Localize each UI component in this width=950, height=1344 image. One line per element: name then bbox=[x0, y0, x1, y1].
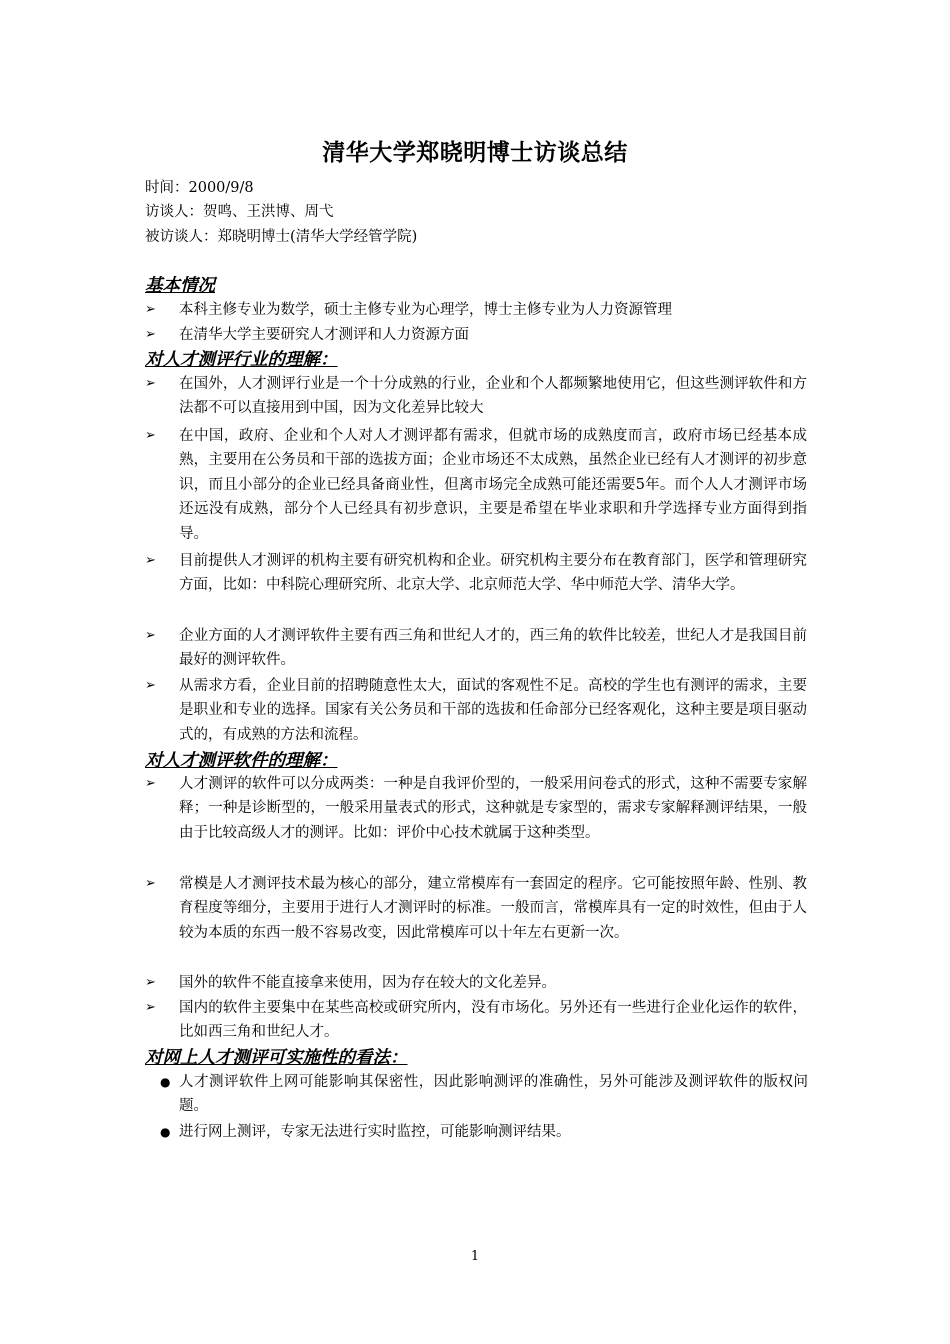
arrowhead-bullet-icon: ➢ bbox=[145, 628, 156, 643]
arrowhead-bullet-icon: ➢ bbox=[145, 376, 156, 391]
filled-circle-bullet-icon: ● bbox=[160, 1075, 171, 1089]
section-heading-software: 对人才测评软件的理解： bbox=[145, 750, 338, 770]
meta-interviewee: 被访谈人：郑晓明博士(清华大学经管学院) bbox=[145, 229, 418, 245]
section-heading-industry: 对人才测评行业的理解： bbox=[145, 349, 338, 369]
list-item: ➢ 国内的软件主要集中在某些高校或研究所内，没有市场化。另外还有一些进行企业化运作的软件，比如西三角和世纪人才。 bbox=[145, 996, 807, 1045]
page-number: 1 bbox=[470, 1249, 480, 1264]
arrowhead-bullet-icon: ➢ bbox=[145, 428, 156, 443]
list-item: ➢ 人才测评的软件可以分成两类：一种是自我评价型的，一般采用问卷式的形式，这种不需要专家解释；一种是诊断型的，一般采用量表式的形式，这种就是专家型的，需求专家解释测评结果，一般由于比较高级人才的测评。比如：评价中心技术就属于这种类型。 bbox=[145, 772, 807, 845]
arrowhead-bullet-icon: ➢ bbox=[145, 678, 156, 693]
list-item: ➢ 常模是人才测评技术最为核心的部分，建立常模库有一套固定的程序。它可能按照年龄、性别、教育程度等细分，主要用于进行人才测评时的标准。一般而言，常模库具有一定的时效性，但由于人较为本质的东西一般不容易改变，因此常模库可以十年左右更新一次。 bbox=[145, 872, 807, 945]
list-item: ➢ 企业方面的人才测评软件主要有西三角和世纪人才的，西三角的软件比较差，世纪人才是我国目前最好的测评软件。 bbox=[145, 624, 807, 673]
list-item: ● 进行网上测评，专家无法进行实时监控，可能影响测评结果。 bbox=[160, 1120, 808, 1144]
list-item: ➢ 国外的软件不能直接拿来使用，因为存在较大的文化差异。 bbox=[145, 971, 807, 995]
meta-interviewers: 访谈人：贺鸣、王洪博、周弋 bbox=[145, 204, 334, 220]
arrowhead-bullet-icon: ➢ bbox=[145, 1000, 156, 1015]
list-item: ➢ 在国外，人才测评行业是一个十分成熟的行业，企业和个人都频繁地使用它，但这些测评软件和方法都不可以直接用到中国，因为文化差异比较大 bbox=[145, 372, 807, 421]
arrowhead-bullet-icon: ➢ bbox=[145, 302, 156, 317]
section-heading-basic-info: 基本情况 bbox=[145, 275, 215, 295]
document-title: 清华大学郑晓明博士访谈总结 bbox=[322, 139, 628, 166]
list-item: ➢ 在中国，政府、企业和个人对人才测评都有需求，但就市场的成熟度而言，政府市场已经基本成熟，主要用在公务员和干部的选拔方面；企业市场还不太成熟，虽然企业已经有人才测评的初步意识，而且小部分的企业已经具备商业性，但离市场完全成熟可能还需要5年。而个人人才测评市场还远没有成熟，部分个人已经具有初步意识，主要是希望在毕业求职和升学选择专业方面得到指导。 bbox=[145, 424, 807, 546]
list-item: ➢ 本科主修专业为数学，硕士主修专业为心理学，博士主修专业为人力资源管理 bbox=[145, 298, 807, 322]
meta-time: 时间：2000/9/8 bbox=[145, 180, 254, 196]
section-heading-online: 对网上人才测评可实施性的看法： bbox=[145, 1047, 408, 1067]
arrowhead-bullet-icon: ➢ bbox=[145, 876, 156, 891]
list-item: ➢ 目前提供人才测评的机构主要有研究机构和企业。研究机构主要分布在教育部门，医学和管理研究方面，比如：中科院心理研究所、北京大学、北京师范大学、华中师范大学、清华大学。 bbox=[145, 549, 807, 598]
arrowhead-bullet-icon: ➢ bbox=[145, 553, 156, 568]
list-item: ● 人才测评软件上网可能影响其保密性，因此影响测评的准确性，另外可能涉及测评软件的版权问题。 bbox=[160, 1070, 808, 1119]
arrowhead-bullet-icon: ➢ bbox=[145, 327, 156, 342]
list-item: ➢ 从需求方看，企业目前的招聘随意性太大，面试的客观性不足。高校的学生也有测评的需求，主要是职业和专业的选择。国家有关公务员和干部的选拔和任命部分已经客观化，这种主要是项目驱动式的，有成熟的方法和流程。 bbox=[145, 674, 807, 747]
arrowhead-bullet-icon: ➢ bbox=[145, 975, 156, 990]
arrowhead-bullet-icon: ➢ bbox=[145, 776, 156, 791]
filled-circle-bullet-icon: ● bbox=[160, 1125, 171, 1139]
list-item: ➢ 在清华大学主要研究人才测评和人力资源方面 bbox=[145, 323, 807, 347]
